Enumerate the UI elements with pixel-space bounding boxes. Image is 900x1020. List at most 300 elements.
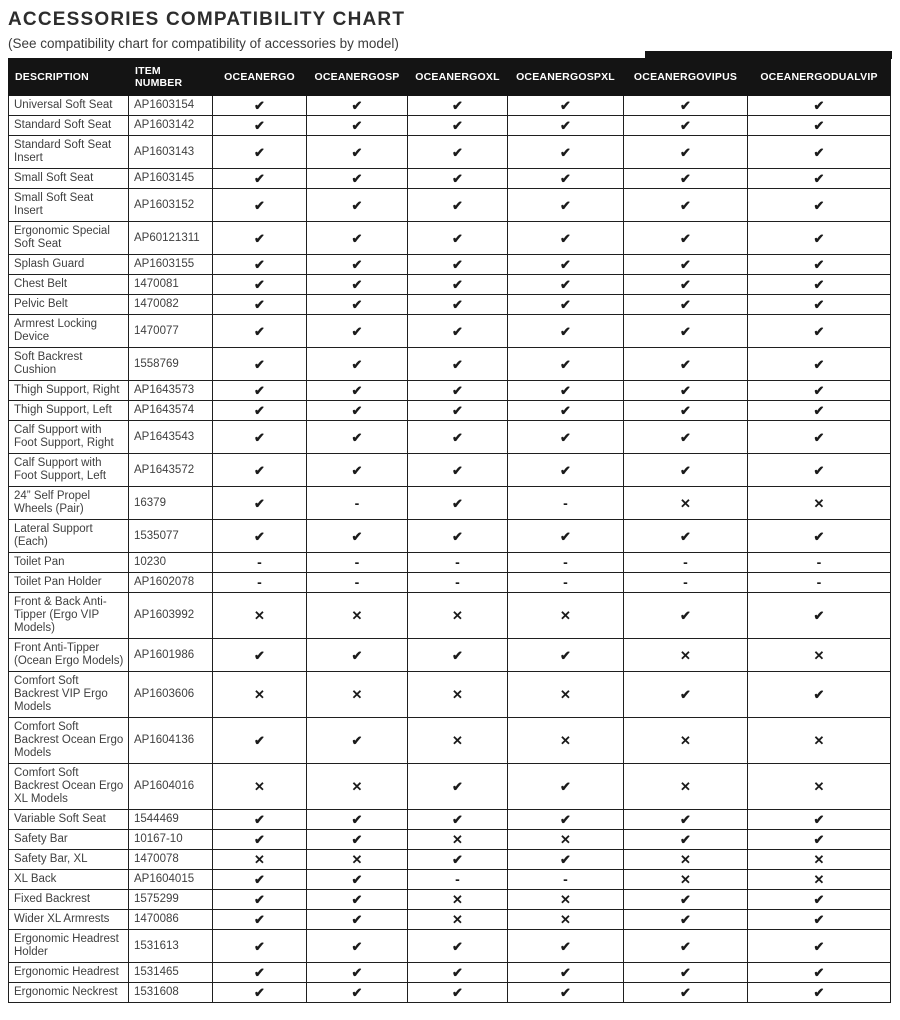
check-icon: ✔ xyxy=(813,403,825,418)
check-icon: ✔ xyxy=(254,230,265,246)
compatibility-cell xyxy=(508,764,624,810)
check-icon: ✔ xyxy=(680,429,691,445)
compatibility-cell xyxy=(624,870,748,890)
table-row xyxy=(9,348,891,381)
compatibility-cell xyxy=(213,487,307,520)
column-header-oceanergoxl: OCEANERGOXL xyxy=(408,59,508,96)
check-icon: ✔ xyxy=(813,197,825,213)
item-number-cell: 1470082 xyxy=(129,295,213,315)
check-icon: ✔ xyxy=(560,812,571,827)
item-number-cell: AP1601986 xyxy=(129,639,213,672)
check-icon: ✔ xyxy=(680,98,691,113)
dash-icon: - xyxy=(354,494,360,511)
compatibility-cell xyxy=(307,520,408,553)
check-icon: ✔ xyxy=(351,98,363,113)
check-icon: ✔ xyxy=(351,872,363,887)
check-icon: ✔ xyxy=(560,297,571,312)
check-icon: ✔ xyxy=(452,257,463,272)
check-icon: ✔ xyxy=(351,965,363,980)
item-number-cell: AP1603154 xyxy=(129,96,213,116)
compatibility-cell xyxy=(408,870,508,890)
compatibility-cell xyxy=(408,348,508,381)
compatibility-cell xyxy=(508,189,624,222)
compatibility-cell xyxy=(408,830,508,850)
compatibility-cell xyxy=(213,718,307,764)
description-cell: 24” Self Propel Wheels (Pair) xyxy=(9,487,129,520)
compatibility-cell xyxy=(624,963,748,983)
x-icon: ✕ xyxy=(452,832,463,847)
description-cell: Comfort Soft Backrest Ocean Ergo Models xyxy=(9,718,129,764)
compatibility-cell xyxy=(213,983,307,1003)
table-row xyxy=(9,553,891,573)
x-icon: ✕ xyxy=(813,779,825,794)
check-icon: ✔ xyxy=(452,197,463,213)
compatibility-cell xyxy=(408,963,508,983)
compatibility-cell xyxy=(307,930,408,963)
check-icon: ✔ xyxy=(351,230,363,246)
check-icon: ✔ xyxy=(351,403,363,418)
table-header xyxy=(9,59,891,96)
compatibility-cell xyxy=(408,910,508,930)
check-icon: ✔ xyxy=(452,277,463,292)
table-row xyxy=(9,672,891,718)
compatibility-cell xyxy=(307,593,408,639)
x-icon: ✕ xyxy=(680,872,691,887)
compatibility-cell xyxy=(508,573,624,593)
check-icon: ✔ xyxy=(560,462,571,478)
compatibility-cell xyxy=(307,910,408,930)
x-icon: ✕ xyxy=(452,608,463,623)
compatibility-cell xyxy=(408,96,508,116)
table-row xyxy=(9,810,891,830)
compatibility-cell xyxy=(213,454,307,487)
check-icon: ✔ xyxy=(560,118,571,133)
x-icon: ✕ xyxy=(560,892,571,907)
x-icon: ✕ xyxy=(452,733,463,748)
table-row xyxy=(9,421,891,454)
description-cell: Ergonomic Headrest Holder xyxy=(9,930,129,963)
compatibility-cell xyxy=(748,421,891,454)
check-icon: ✔ xyxy=(680,528,691,544)
item-number-cell: AP1603143 xyxy=(129,136,213,169)
compatibility-cell xyxy=(624,401,748,421)
compatibility-cell xyxy=(408,850,508,870)
x-icon: ✕ xyxy=(452,912,463,927)
check-icon: ✔ xyxy=(254,892,265,907)
check-icon: ✔ xyxy=(680,230,691,246)
check-icon: ✔ xyxy=(560,144,571,160)
compatibility-cell xyxy=(624,381,748,401)
check-icon: ✔ xyxy=(680,118,691,133)
description-cell: Variable Soft Seat xyxy=(9,810,129,830)
compatibility-cell xyxy=(508,850,624,870)
compatibility-cell xyxy=(213,421,307,454)
compatibility-cell xyxy=(213,136,307,169)
description-cell: Calf Support with Foot Support, Right xyxy=(9,421,129,454)
check-icon: ✔ xyxy=(452,171,463,186)
check-icon: ✔ xyxy=(351,985,363,1000)
compatibility-cell xyxy=(213,189,307,222)
item-number-cell: 1470078 xyxy=(129,850,213,870)
table-row xyxy=(9,189,891,222)
compatibility-cell xyxy=(408,983,508,1003)
compatibility-cell xyxy=(624,718,748,764)
table-row xyxy=(9,910,891,930)
check-icon: ✔ xyxy=(813,171,825,186)
x-icon: ✕ xyxy=(254,687,265,702)
compatibility-cell xyxy=(307,963,408,983)
item-number-cell: 1470077 xyxy=(129,315,213,348)
compatibility-cell xyxy=(213,255,307,275)
check-icon: ✔ xyxy=(254,965,265,980)
check-icon: ✔ xyxy=(351,812,363,827)
column-header-oceanergosp: OCEANERGOSP xyxy=(307,59,408,96)
item-number-cell: 1470086 xyxy=(129,910,213,930)
description-cell: Calf Support with Foot Support, Left xyxy=(9,454,129,487)
compatibility-cell xyxy=(213,639,307,672)
compatibility-cell xyxy=(508,487,624,520)
check-icon: ✔ xyxy=(680,608,691,623)
check-icon: ✔ xyxy=(254,985,265,1000)
compatibility-cell xyxy=(307,421,408,454)
check-icon: ✔ xyxy=(680,257,691,272)
compatibility-cell xyxy=(408,116,508,136)
check-icon: ✔ xyxy=(254,832,265,847)
check-icon: ✔ xyxy=(254,277,265,292)
x-icon: ✕ xyxy=(560,733,571,748)
compatibility-cell xyxy=(213,573,307,593)
table-row xyxy=(9,315,891,348)
item-number-cell: 10230 xyxy=(129,553,213,573)
check-icon: ✔ xyxy=(254,118,265,133)
compatibility-cell xyxy=(748,96,891,116)
item-number-cell: 1470081 xyxy=(129,275,213,295)
description-cell: Ergonomic Headrest xyxy=(9,963,129,983)
description-cell: Splash Guard xyxy=(9,255,129,275)
compatibility-cell xyxy=(624,910,748,930)
table-row xyxy=(9,96,891,116)
check-icon: ✔ xyxy=(560,965,571,980)
check-icon: ✔ xyxy=(452,647,463,663)
item-number-cell: 10167-10 xyxy=(129,830,213,850)
compatibility-cell xyxy=(748,553,891,573)
x-icon: ✕ xyxy=(560,912,571,927)
check-icon: ✔ xyxy=(560,985,571,1000)
compatibility-cell xyxy=(307,222,408,255)
compatibility-cell xyxy=(508,810,624,830)
item-number-cell: 1544469 xyxy=(129,810,213,830)
compatibility-cell xyxy=(307,764,408,810)
table-row xyxy=(9,718,891,764)
x-icon: ✕ xyxy=(351,608,363,623)
table-row xyxy=(9,381,891,401)
compatibility-cell xyxy=(624,96,748,116)
item-number-cell: AP1603992 xyxy=(129,593,213,639)
description-cell: XL Back xyxy=(9,870,129,890)
check-icon: ✔ xyxy=(680,462,691,478)
check-icon: ✔ xyxy=(680,403,691,418)
compatibility-cell xyxy=(408,573,508,593)
compatibility-cell xyxy=(748,718,891,764)
compatibility-cell xyxy=(748,672,891,718)
x-icon: ✕ xyxy=(813,852,825,867)
x-icon: ✕ xyxy=(680,779,691,794)
check-icon: ✔ xyxy=(254,495,265,511)
compatibility-cell xyxy=(748,573,891,593)
compatibility-cell xyxy=(748,295,891,315)
description-cell: Wider XL Armrests xyxy=(9,910,129,930)
check-icon: ✔ xyxy=(351,323,363,339)
check-icon: ✔ xyxy=(254,297,265,312)
compatibility-cell xyxy=(213,295,307,315)
compatibility-cell xyxy=(508,553,624,573)
description-cell: Comfort Soft Backrest VIP Ergo Models xyxy=(9,672,129,718)
check-icon: ✔ xyxy=(351,356,363,372)
compatibility-cell xyxy=(748,275,891,295)
x-icon: ✕ xyxy=(813,647,825,663)
compatibility-cell xyxy=(508,169,624,189)
item-number-cell: AP1604136 xyxy=(129,718,213,764)
compatibility-cell xyxy=(624,850,748,870)
check-icon: ✔ xyxy=(560,403,571,418)
check-icon: ✔ xyxy=(680,383,691,398)
x-icon: ✕ xyxy=(680,852,691,867)
description-cell: Standard Soft Seat Insert xyxy=(9,136,129,169)
description-cell: Small Soft Seat Insert xyxy=(9,189,129,222)
compatibility-cell xyxy=(624,810,748,830)
check-icon: ✔ xyxy=(254,528,265,544)
compatibility-cell xyxy=(408,315,508,348)
description-cell: Thigh Support, Right xyxy=(9,381,129,401)
compatibility-cell xyxy=(508,910,624,930)
check-icon: ✔ xyxy=(351,297,363,312)
description-cell: Pelvic Belt xyxy=(9,295,129,315)
check-icon: ✔ xyxy=(351,118,363,133)
dash-icon: - xyxy=(257,554,262,570)
compatibility-cell xyxy=(624,454,748,487)
check-icon: ✔ xyxy=(560,257,571,272)
compatibility-cell xyxy=(508,593,624,639)
page-title: ACCESSORIES COMPATIBILITY CHART xyxy=(8,9,406,30)
compatibility-cell xyxy=(408,421,508,454)
check-icon: ✔ xyxy=(452,403,463,418)
check-icon: ✔ xyxy=(560,230,571,246)
compatibility-cell xyxy=(748,381,891,401)
check-icon: ✔ xyxy=(813,356,825,372)
compatibility-cell xyxy=(408,136,508,169)
check-icon: ✔ xyxy=(254,356,265,372)
compatibility-cell xyxy=(748,222,891,255)
compatibility-cell xyxy=(307,573,408,593)
dash-icon: - xyxy=(816,574,822,590)
x-icon: ✕ xyxy=(254,779,265,794)
compatibility-cell xyxy=(213,116,307,136)
item-number-cell: 1531613 xyxy=(129,930,213,963)
column-header-description: DESCRIPTION xyxy=(9,59,129,96)
check-icon: ✔ xyxy=(254,812,265,827)
description-cell: Front Anti-Tipper (Ocean Ergo Models) xyxy=(9,639,129,672)
dash-icon: - xyxy=(455,554,460,570)
check-icon: ✔ xyxy=(813,297,825,312)
compatibility-cell xyxy=(213,96,307,116)
compatibility-cell xyxy=(307,487,408,520)
check-icon: ✔ xyxy=(560,779,571,794)
compatibility-cell xyxy=(408,381,508,401)
compatibility-cell xyxy=(408,810,508,830)
check-icon: ✔ xyxy=(680,892,691,907)
table-row xyxy=(9,764,891,810)
check-icon: ✔ xyxy=(680,171,691,186)
check-icon: ✔ xyxy=(351,383,363,398)
column-header-oceanergospxl: OCEANERGOSPXL xyxy=(508,59,624,96)
check-icon: ✔ xyxy=(813,912,825,927)
compatibility-cell xyxy=(508,520,624,553)
compatibility-cell xyxy=(508,348,624,381)
compatibility-cell xyxy=(508,963,624,983)
x-icon: ✕ xyxy=(560,608,571,623)
check-icon: ✔ xyxy=(254,383,265,398)
check-icon: ✔ xyxy=(813,462,825,478)
description-cell: Toilet Pan Holder xyxy=(9,573,129,593)
compatibility-cell xyxy=(748,348,891,381)
compatibility-cell xyxy=(748,189,891,222)
x-icon: ✕ xyxy=(560,687,571,702)
compatibility-cell xyxy=(408,169,508,189)
compatibility-cell xyxy=(748,764,891,810)
compatibility-cell xyxy=(748,850,891,870)
compatibility-cell xyxy=(307,116,408,136)
compatibility-cell xyxy=(508,983,624,1003)
check-icon: ✔ xyxy=(813,892,825,907)
compatibility-cell xyxy=(307,870,408,890)
compatibility-cell xyxy=(508,930,624,963)
compatibility-cell xyxy=(213,222,307,255)
check-icon: ✔ xyxy=(813,812,825,827)
compatibility-cell xyxy=(508,275,624,295)
description-cell: Safety Bar xyxy=(9,830,129,850)
check-icon: ✔ xyxy=(813,608,825,623)
compatibility-cell xyxy=(748,930,891,963)
check-icon: ✔ xyxy=(351,938,363,954)
x-icon: ✕ xyxy=(254,608,265,623)
compatibility-cell xyxy=(624,169,748,189)
compatibility-cell xyxy=(213,764,307,810)
check-icon: ✔ xyxy=(452,779,463,794)
check-icon: ✔ xyxy=(813,277,825,292)
table-row xyxy=(9,222,891,255)
dash-icon: - xyxy=(683,554,688,570)
compatibility-cell xyxy=(307,96,408,116)
table-row xyxy=(9,573,891,593)
check-icon: ✔ xyxy=(813,98,825,113)
check-icon: ✔ xyxy=(560,852,571,867)
compatibility-cell xyxy=(508,454,624,487)
compatibility-cell xyxy=(213,348,307,381)
dash-icon: - xyxy=(683,574,688,590)
description-cell: Safety Bar, XL xyxy=(9,850,129,870)
dash-icon: - xyxy=(563,494,568,511)
table-row xyxy=(9,295,891,315)
compatibility-cell xyxy=(307,850,408,870)
check-icon: ✔ xyxy=(351,144,363,160)
compatibility-cell xyxy=(408,401,508,421)
dash-icon: - xyxy=(816,554,822,570)
compatibility-cell xyxy=(213,381,307,401)
x-icon: ✕ xyxy=(813,733,825,748)
compatibility-cell xyxy=(408,639,508,672)
check-icon: ✔ xyxy=(560,98,571,113)
dash-icon: - xyxy=(257,574,262,590)
compatibility-cell xyxy=(624,116,748,136)
compatibility-cell xyxy=(508,295,624,315)
compatibility-cell xyxy=(748,116,891,136)
check-icon: ✔ xyxy=(452,98,463,113)
compatibility-cell xyxy=(213,930,307,963)
check-icon: ✔ xyxy=(813,687,825,702)
dash-icon: - xyxy=(354,574,360,590)
x-icon: ✕ xyxy=(560,832,571,847)
compatibility-cell xyxy=(307,315,408,348)
check-icon: ✔ xyxy=(680,687,691,702)
compatibility-cell xyxy=(408,764,508,810)
table-row xyxy=(9,593,891,639)
compatibility-cell xyxy=(408,255,508,275)
x-icon: ✕ xyxy=(813,872,825,887)
x-icon: ✕ xyxy=(254,852,265,867)
check-icon: ✔ xyxy=(560,938,571,954)
compatibility-cell xyxy=(307,381,408,401)
compatibility-cell xyxy=(748,890,891,910)
item-number-cell: AP1643574 xyxy=(129,401,213,421)
table-row xyxy=(9,275,891,295)
check-icon: ✔ xyxy=(680,912,691,927)
compatibility-cell xyxy=(624,421,748,454)
check-icon: ✔ xyxy=(452,356,463,372)
description-cell: Armrest Locking Device xyxy=(9,315,129,348)
compatibility-cell xyxy=(748,593,891,639)
table-row xyxy=(9,454,891,487)
check-icon: ✔ xyxy=(452,528,463,544)
compatibility-cell xyxy=(624,672,748,718)
table-row xyxy=(9,930,891,963)
check-icon: ✔ xyxy=(351,462,363,478)
x-icon: ✕ xyxy=(680,733,691,748)
table-row xyxy=(9,963,891,983)
description-cell: Comfort Soft Backrest Ocean Ergo XL Models xyxy=(9,764,129,810)
table-row xyxy=(9,169,891,189)
check-icon: ✔ xyxy=(813,383,825,398)
compatibility-cell xyxy=(748,136,891,169)
check-icon: ✔ xyxy=(254,429,265,445)
compatibility-cell xyxy=(748,639,891,672)
description-cell: Fixed Backrest xyxy=(9,890,129,910)
check-icon: ✔ xyxy=(813,257,825,272)
compatibility-cell xyxy=(624,930,748,963)
check-icon: ✔ xyxy=(452,985,463,1000)
description-cell: Standard Soft Seat xyxy=(9,116,129,136)
compatibility-cell xyxy=(213,553,307,573)
item-number-cell: AP1604015 xyxy=(129,870,213,890)
compatibility-cell xyxy=(213,810,307,830)
check-icon: ✔ xyxy=(351,912,363,927)
x-icon: ✕ xyxy=(813,495,825,511)
check-icon: ✔ xyxy=(254,171,265,186)
item-number-cell: 1535077 xyxy=(129,520,213,553)
check-icon: ✔ xyxy=(452,852,463,867)
check-icon: ✔ xyxy=(452,938,463,954)
compatibility-cell xyxy=(624,983,748,1003)
description-cell: Toilet Pan xyxy=(9,553,129,573)
